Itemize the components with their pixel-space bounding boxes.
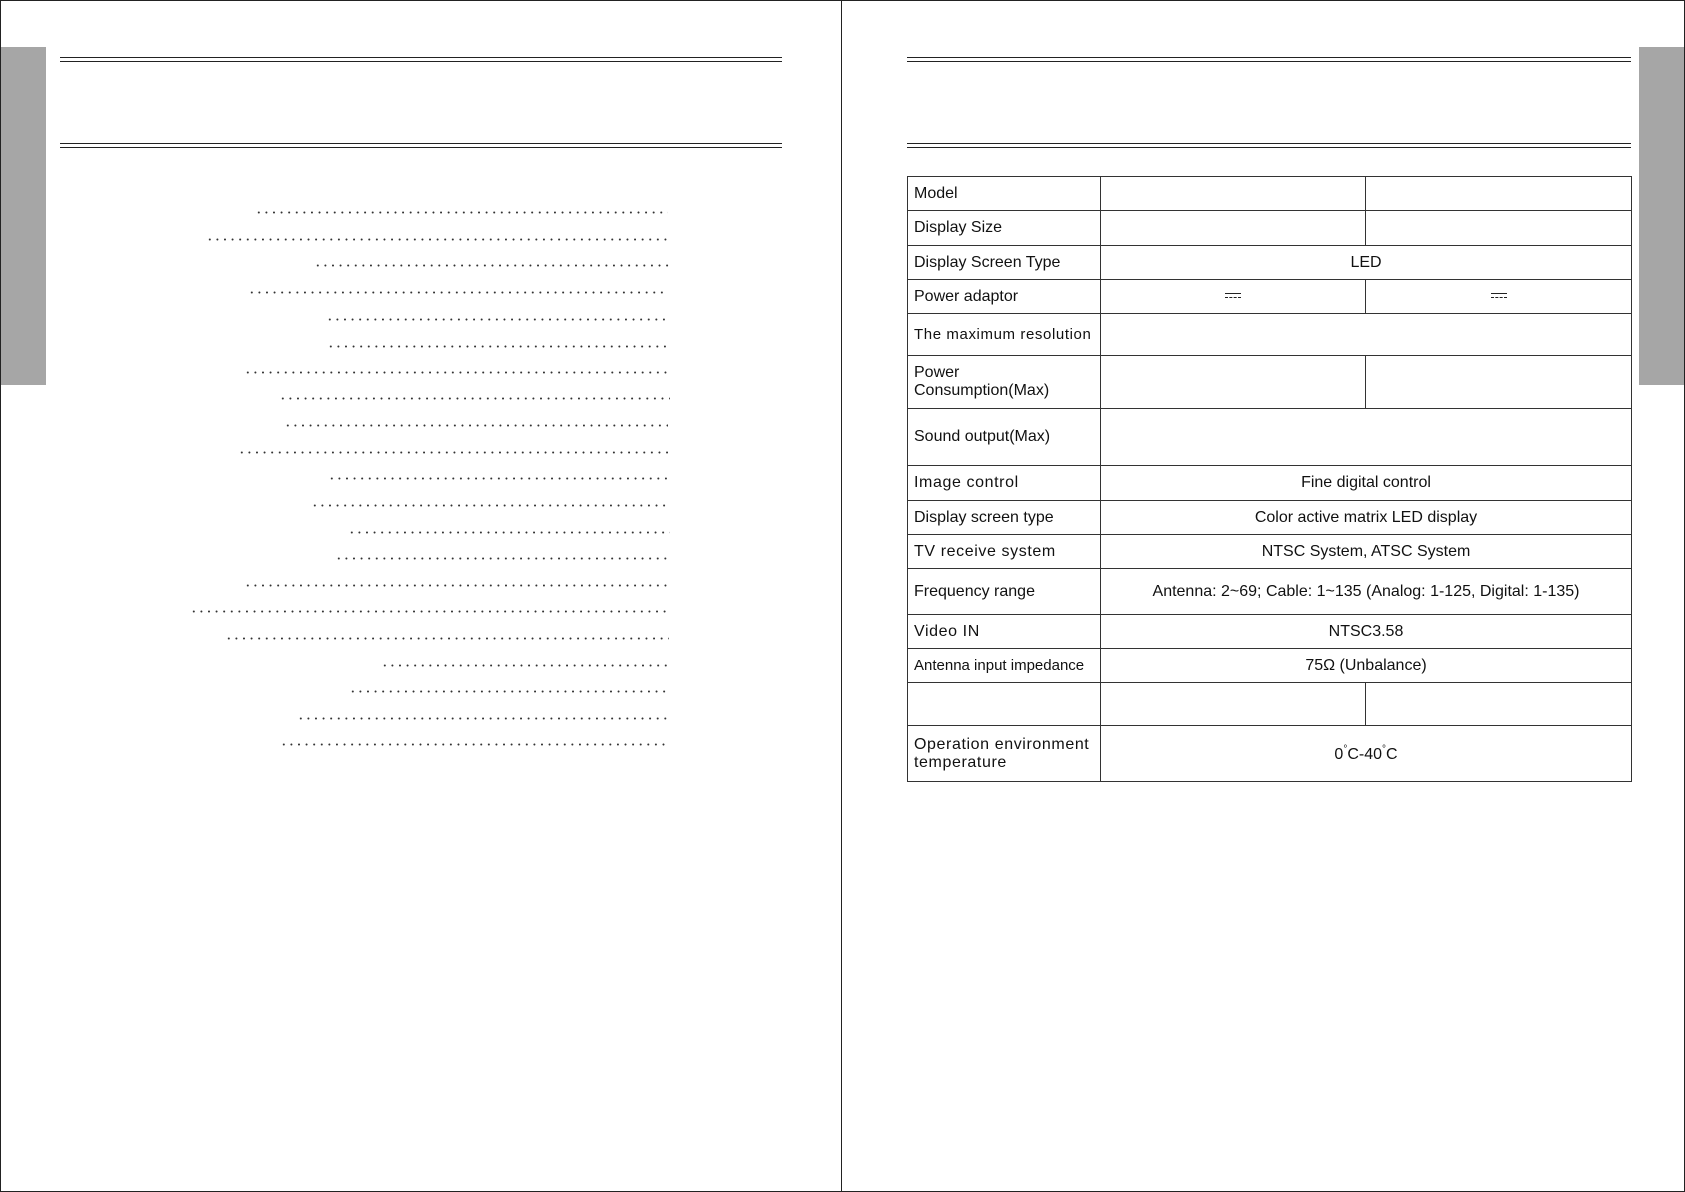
toc-leader-15: [244, 584, 669, 587]
left-header-rule-bottom-2: [60, 147, 782, 148]
spec-label: Display screen type: [908, 501, 1101, 535]
spec-row-image-control: [908, 466, 1632, 501]
spec-label: Antenna input impedance: [908, 649, 1101, 683]
spec-value: [1101, 177, 1366, 211]
toc-leader-9: [284, 424, 668, 427]
spec-row-frequency-range: [908, 569, 1632, 615]
right-header-rule-top-2: [907, 61, 1631, 62]
spec-row-display-screen-type-2: [908, 501, 1632, 535]
spec-label: The maximum resolution: [908, 314, 1101, 356]
right-header-rule-bottom-1: [907, 143, 1631, 144]
spec-value: [1366, 211, 1632, 246]
spec-label: Power adaptor: [908, 280, 1101, 314]
degree-symbol: °: [1343, 743, 1348, 755]
right-header-rule-top-1: [907, 57, 1631, 58]
spec-row-operation-temperature: [908, 726, 1632, 782]
spec-label: Image control: [908, 466, 1101, 501]
page-spine: [841, 0, 842, 1192]
toc-leader-18: [381, 664, 670, 667]
toc-leader-21: [280, 743, 670, 746]
spec-row-model: [908, 177, 1632, 211]
toc-leader-17: [225, 637, 669, 640]
spec-value: Antenna: 2~69; Cable: 1~135 (Analog: 1-125, Digital: 1-135): [1101, 569, 1632, 615]
toc-leader-5: [326, 318, 670, 321]
spec-row-power-consumption: [908, 356, 1632, 409]
spec-row-max-resolution: [908, 314, 1632, 356]
degree-symbol: °: [1382, 743, 1387, 755]
spec-row-display-screen-type: [908, 246, 1632, 280]
spec-value: [1101, 409, 1632, 466]
toc-leader-12: [311, 504, 669, 507]
toc-leader-13: [348, 531, 670, 534]
spec-value: [1101, 211, 1366, 246]
spec-label: Display Size: [908, 211, 1101, 246]
toc-leader-3: [314, 264, 671, 267]
spec-label: TV receive system: [908, 535, 1101, 569]
dc-current-icon: [1225, 292, 1241, 300]
spec-value: [1366, 280, 1632, 314]
spec-value: [1366, 683, 1632, 726]
spec-label: Video IN: [908, 615, 1101, 649]
right-header-rule-bottom-2: [907, 147, 1631, 148]
temp-low: 0: [1334, 745, 1344, 763]
spec-value: [1101, 726, 1632, 782]
left-edge-tab: [1, 47, 46, 385]
dc-current-icon: [1491, 292, 1507, 300]
spec-value: Fine digital control: [1101, 466, 1632, 501]
toc-leader-6: [327, 345, 670, 348]
spec-value: [1101, 683, 1366, 726]
spec-value: [1101, 356, 1366, 409]
toc-leader-8: [279, 397, 670, 400]
spec-label-line: temperature: [914, 753, 1007, 771]
temp-unit: C: [1386, 745, 1398, 763]
spec-value: [1366, 356, 1632, 409]
spec-label: Sound output(Max): [908, 409, 1101, 466]
spec-value: [1366, 177, 1632, 211]
spec-row-power-adaptor: [908, 280, 1632, 314]
spec-label: Display Screen Type: [908, 246, 1101, 280]
spec-value: NTSC System, ATSC System: [1101, 535, 1632, 569]
spec-row-display-size: [908, 211, 1632, 246]
toc-leader-16: [190, 610, 669, 613]
spec-label-line: Operation environment: [914, 735, 1090, 753]
spec-row-empty: [908, 683, 1632, 726]
toc-leader-11: [328, 477, 670, 480]
specifications-table: [907, 176, 1632, 782]
spec-row-antenna-impedance: [908, 649, 1632, 683]
spec-value: Color active matrix LED display: [1101, 501, 1632, 535]
toc-leader-19: [349, 690, 670, 693]
left-header-rule-top-1: [60, 57, 782, 58]
left-header-rule-bottom-1: [60, 143, 782, 144]
right-edge-tab: [1639, 47, 1684, 385]
toc-leader-2: [206, 238, 672, 241]
spec-value: [1101, 280, 1366, 314]
spec-value: LED: [1101, 246, 1632, 280]
spec-row-video-in: [908, 615, 1632, 649]
spec-value: [1101, 314, 1632, 356]
toc-leader-20: [297, 717, 669, 720]
spec-value: NTSC3.58: [1101, 615, 1632, 649]
spec-row-sound-output: [908, 409, 1632, 466]
toc-leader-10: [238, 451, 670, 454]
toc-leader-1: [255, 211, 668, 214]
spec-label: Power Consumption(Max): [908, 356, 1101, 409]
spec-label: Model: [908, 177, 1101, 211]
spec-value: 75Ω (Unbalance): [1101, 649, 1632, 683]
temp-mid: C-40: [1347, 745, 1383, 763]
toc-leader-14: [335, 557, 670, 560]
spec-label: [908, 726, 1101, 782]
spec-label: [908, 683, 1101, 726]
spec-label: Frequency range: [908, 569, 1101, 615]
spec-row-tv-receive-system: [908, 535, 1632, 569]
toc-leader-4: [248, 291, 668, 294]
left-header-rule-top-2: [60, 61, 782, 62]
toc-leader-7: [244, 371, 669, 374]
